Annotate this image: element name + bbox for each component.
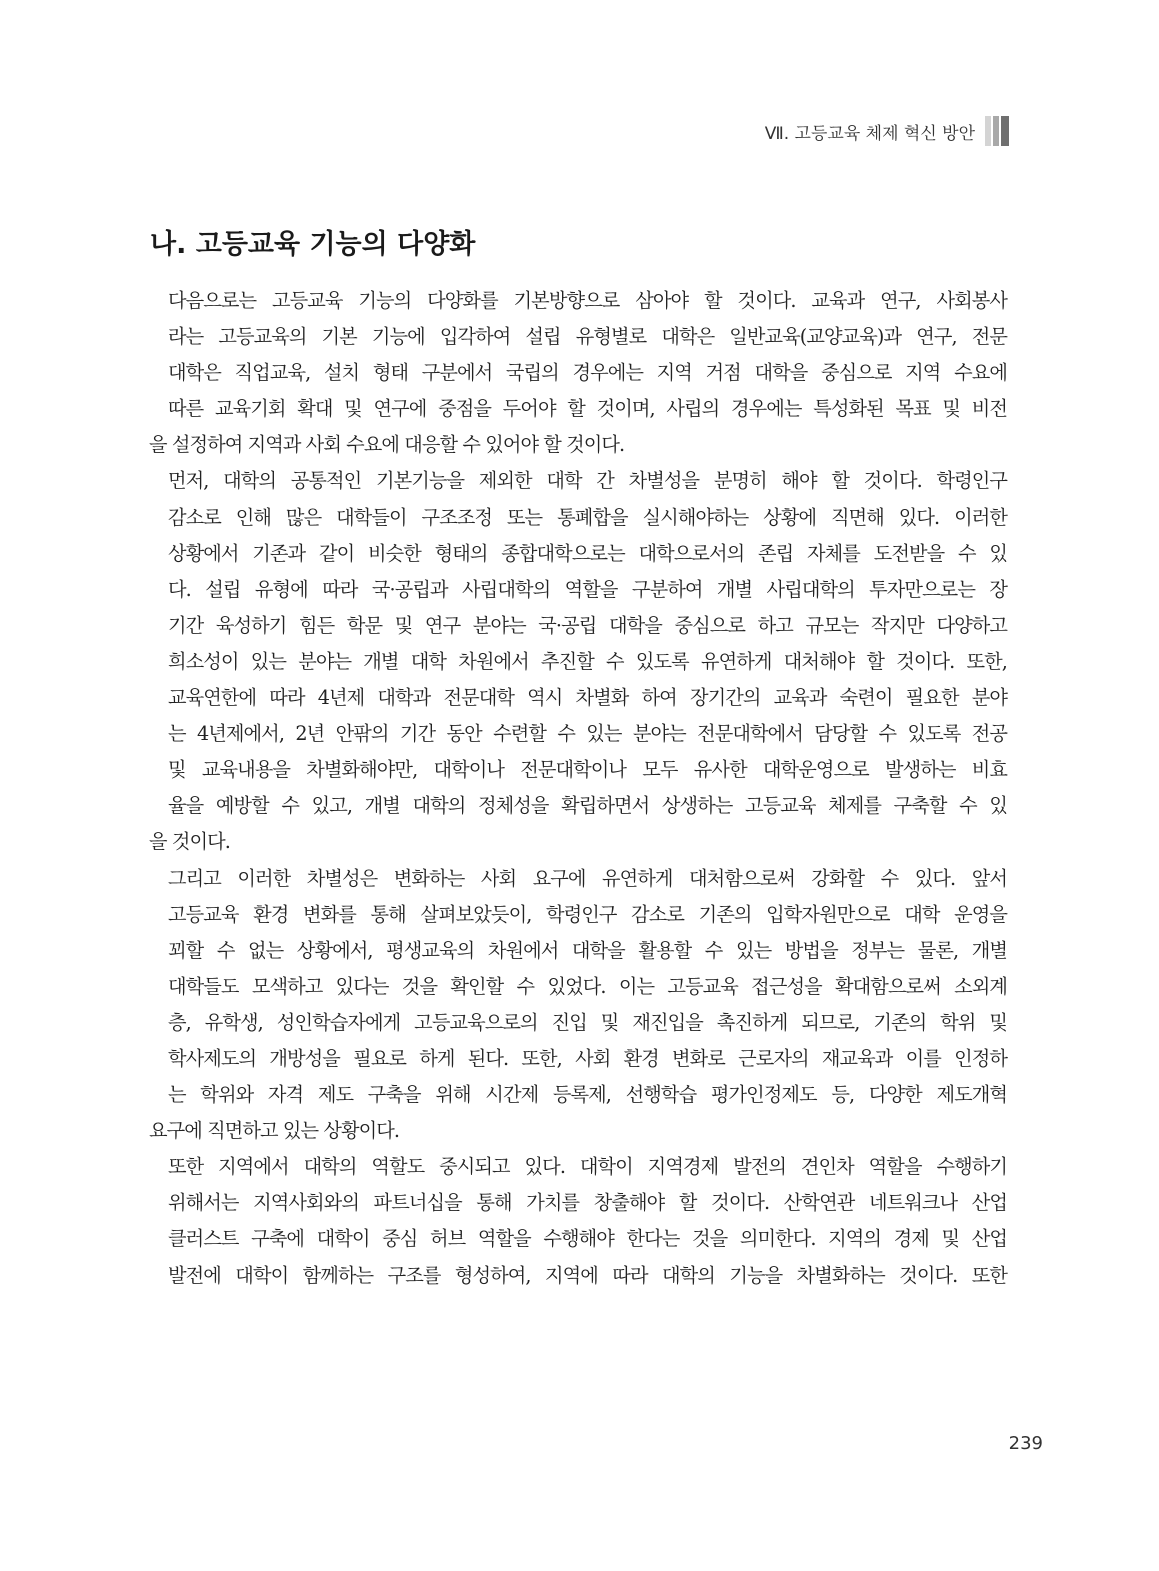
paragraph-line: 고등교육 환경 변화를 통해 살펴보았듯이, 학령인구 감소로 기존의 입학자원만으로 대학 운영을 [168, 902, 1007, 926]
paragraph-line: 대학들도 모색하고 있다는 것을 확인할 수 있었다. 이는 고등교육 접근성을 확대함으로써 소외계 [168, 974, 1007, 998]
header-bar-light [985, 116, 991, 146]
body-text [149, 283, 1007, 1294]
paragraph-last-line: 을 설정하여 지역과 사회 수요에 대응할 수 있어야 할 것이다. [149, 433, 625, 457]
paragraph-last-line: 을 것이다. [149, 830, 230, 854]
paragraph-line: 율을 예방할 수 있고, 개별 대학의 정체성을 확립하면서 상생하는 고등교육 체제를 구축할 수 있 [168, 794, 1007, 818]
header-bar-dark [1001, 116, 1009, 146]
paragraph-line: 라는 고등교육의 기본 기능에 입각하여 설립 유형별로 대학은 일반교육(교양교육)과 연구, 전문 [168, 325, 1007, 349]
paragraph-line: 및 교육내용을 차별화해야만, 대학이나 전문대학이나 모두 유사한 대학운영으로 발생하는 비효 [168, 758, 1007, 782]
section-title: 나. 고등교육 기능의 다양화 [150, 229, 476, 260]
paragraph-last-line: 요구에 직면하고 있는 상황이다. [149, 1119, 400, 1143]
running-header [765, 116, 1009, 146]
paragraph-line: 는 학위와 자격 제도 구축을 위해 시간제 등록제, 선행학습 평가인정제도 등, 다양한 제도개혁 [168, 1083, 1007, 1107]
paragraph-line: 학사제도의 개방성을 필요로 하게 된다. 또한, 사회 환경 변화로 근로자의 재교육과 이를 인정하 [168, 1046, 1007, 1070]
body-paragraph [149, 283, 1007, 463]
body-paragraph [149, 861, 1007, 1150]
paragraph-line: 대학은 직업교육, 설치 형태 구분에서 국립의 경우에는 지역 거점 대학을 중심으로 지역 수요에 [168, 361, 1007, 385]
paragraph-line: 층, 유학생, 성인학습자에게 고등교육으로의 진입 및 재진입을 촉진하게 되므로, 기존의 학위 및 [168, 1010, 1007, 1034]
paragraph-line: 꾀할 수 없는 상황에서, 평생교육의 차원에서 대학을 활용할 수 있는 방법을 정부는 물론, 개별 [168, 938, 1007, 962]
paragraph-line: 클러스트 구축에 대학이 중심 허브 역할을 수행해야 한다는 것을 의미한다. 지역의 경제 및 산업 [168, 1227, 1007, 1251]
page-number: 239 [1008, 1433, 1043, 1454]
paragraph-line: 희소성이 있는 분야는 개별 대학 차원에서 추진할 수 있도록 유연하게 대처해야 할 것이다. 또한, [168, 649, 1007, 673]
body-paragraph [149, 1149, 1007, 1293]
paragraph-line: 그리고 이러한 차별성은 변화하는 사회 요구에 유연하게 대처함으로써 강화할 수 있다. 앞서 [168, 866, 1007, 890]
paragraph-line: 교육연한에 따라 4년제 대학과 전문대학 역시 차별화 하여 장기간의 교육과 숙련이 필요한 분야 [168, 686, 1007, 710]
body-paragraph [149, 463, 1007, 860]
header-decoration-bars [985, 116, 1009, 146]
paragraph-line: 따른 교육기회 확대 및 연구에 중점을 두어야 할 것이며, 사립의 경우에는 특성화된 목표 및 비전 [168, 397, 1007, 421]
paragraph-line: 먼저, 대학의 공통적인 기본기능을 제외한 대학 간 차별성을 분명히 해야 할 것이다. 학령인구 [168, 469, 1007, 493]
paragraph-line: 상황에서 기존과 같이 비슷한 형태의 종합대학으로는 대학으로서의 존립 자체를 도전받을 수 있 [168, 541, 1007, 565]
paragraph-line: 발전에 대학이 함께하는 구조를 형성하여, 지역에 따라 대학의 기능을 차별화하는 것이다. 또한 [168, 1263, 1007, 1287]
paragraph-line: 위해서는 지역사회와의 파트너십을 통해 가치를 창출해야 할 것이다. 산학연관 네트워크나 산업 [168, 1191, 1007, 1215]
paragraph-line: 는 4년제에서, 2년 안팎의 기간 동안 수련할 수 있는 분야는 전문대학에서 담당할 수 있도록 전공 [168, 722, 1007, 746]
paragraph-line: 또한 지역에서 대학의 역할도 중시되고 있다. 대학이 지역경제 발전의 견인차 역할을 수행하기 [168, 1155, 1007, 1179]
header-bar-medium [993, 116, 999, 146]
paragraph-line: 감소로 인해 많은 대학들이 구조조정 또는 통폐합을 실시해야하는 상황에 직면해 있다. 이러한 [168, 505, 1007, 529]
paragraph-line: 다음으로는 고등교육 기능의 다양화를 기본방향으로 삼아야 할 것이다. 교육과 연구, 사회봉사 [168, 289, 1007, 312]
paragraph-line: 기간 육성하기 힘든 학문 및 연구 분야는 국·공립 대학을 중심으로 하고 규모는 작지만 다양하고 [168, 613, 1007, 637]
running-title: Ⅶ. 고등교육 체제 혁신 방안 [764, 123, 975, 144]
paragraph-line: 다. 설립 유형에 따라 국·공립과 사립대학의 역할을 구분하여 개별 사립대학의 투자만으로는 장 [168, 577, 1007, 601]
